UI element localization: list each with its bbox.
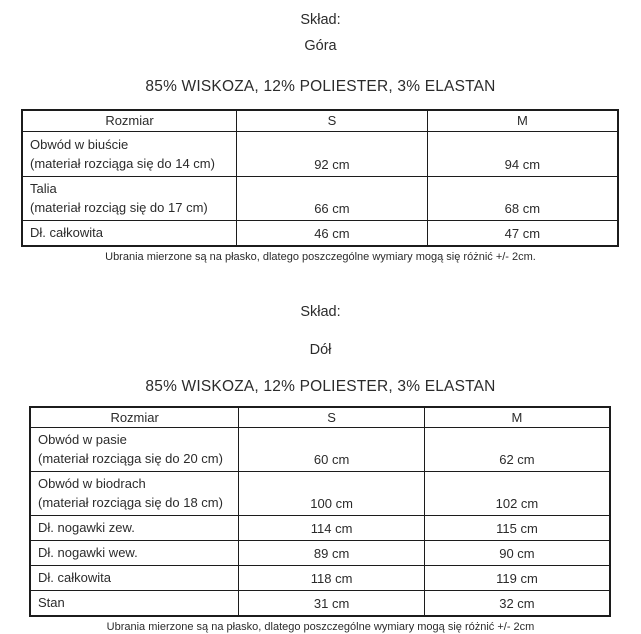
measurement-value: 90 cm	[424, 540, 610, 565]
measurement-label: Obwód w biuście (materiał rozciąga się do 14 cm)	[22, 131, 237, 176]
measurement-value: 115 cm	[424, 515, 610, 540]
column-header-rozmiar: Rozmiar	[22, 110, 237, 131]
size-table-top	[21, 109, 619, 247]
column-header-size-m: M	[427, 110, 618, 131]
measurement-label: Obwód w pasie (materiał rozciąga się do 20 cm)	[30, 427, 239, 471]
measurement-label: Dł. nogawki wew.	[30, 540, 239, 565]
fabric-composition: 85% WISKOZA, 12% POLIESTER, 3% ELASTAN	[145, 377, 496, 395]
fabric-composition: 85% WISKOZA, 12% POLIESTER, 3% ELASTAN	[145, 78, 496, 95]
table-row	[30, 590, 610, 616]
measurement-value: 92 cm	[237, 131, 428, 176]
measurement-value: 60 cm	[239, 427, 425, 471]
section-bottom-garment	[0, 304, 641, 634]
table-header-row	[22, 110, 618, 131]
size-table-bottom	[29, 406, 611, 617]
table-header-row	[30, 407, 610, 428]
table-row	[30, 565, 610, 590]
measurement-value: 118 cm	[239, 565, 425, 590]
measurement-value: 66 cm	[237, 176, 428, 220]
measurement-disclaimer: Ubrania mierzone są na płasko, dlatego poszczególne wymiary mogą się różnić +/- 2cm.	[105, 250, 536, 263]
measurement-label: Dł. całkowita	[30, 565, 239, 590]
measurement-disclaimer: Ubrania mierzone są na płasko, dlatego poszczególne wymiary mogą się różnić +/- 2cm	[106, 620, 535, 633]
measurement-label: Obwód w biodrach (materiał rozciąga się do 18 cm)	[30, 471, 239, 515]
table-row	[22, 176, 618, 220]
column-header-size-s: S	[237, 110, 428, 131]
measurement-label: Stan	[30, 590, 239, 616]
column-header-size-m: M	[424, 407, 610, 428]
measurement-label: Talia (materiał rozciąg się do 17 cm)	[22, 176, 237, 220]
measurement-value: 31 cm	[239, 590, 425, 616]
table-row	[30, 540, 610, 565]
table-row	[30, 471, 610, 515]
table-row	[30, 427, 610, 471]
composition-heading: Skład:	[300, 12, 341, 28]
measurement-value: 114 cm	[239, 515, 425, 540]
measurement-value: 102 cm	[424, 471, 610, 515]
measurement-value: 47 cm	[427, 220, 618, 246]
table-row	[30, 515, 610, 540]
measurement-value: 94 cm	[427, 131, 618, 176]
measurement-value: 100 cm	[239, 471, 425, 515]
measurement-value: 68 cm	[427, 176, 618, 220]
garment-part-label: Dół	[309, 341, 332, 358]
measurement-value: 89 cm	[239, 540, 425, 565]
garment-part-label: Góra	[304, 38, 337, 54]
composition-heading: Skład:	[300, 303, 341, 320]
measurement-value: 32 cm	[424, 590, 610, 616]
measurement-value: 62 cm	[424, 427, 610, 471]
measurement-label: Dł. nogawki zew.	[30, 515, 239, 540]
column-header-rozmiar: Rozmiar	[30, 407, 239, 428]
table-row	[22, 131, 618, 176]
measurement-value: 119 cm	[424, 565, 610, 590]
table-row	[22, 220, 618, 246]
column-header-size-s: S	[239, 407, 425, 428]
section-top-garment	[0, 12, 641, 264]
measurement-value: 46 cm	[237, 220, 428, 246]
measurement-label: Dł. całkowita	[22, 220, 237, 246]
